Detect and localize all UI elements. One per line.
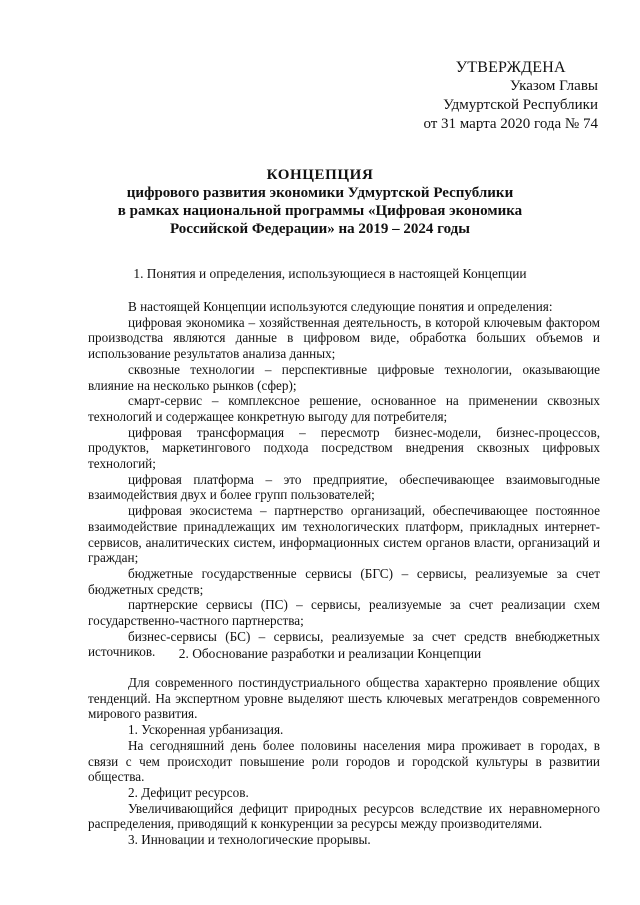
paragraph: партнерские сервисы (ПС) – сервисы, реализуемые за счет реализации схем государственно-частного партнерства; [88, 597, 600, 629]
paragraph: цифровая трансформация – пересмотр бизнес-модели, бизнес-процессов, продуктов, маркетингового подхода посредством внедрения сквозных цифровых технологий; [88, 424, 600, 472]
list-item: 2. Дефицит ресурсов. [128, 784, 249, 800]
paragraph: бизнес-сервисы (БС) – сервисы, реализуемые за счет средств внебюджетных источников. [88, 628, 600, 660]
approval-stamp [423, 58, 598, 134]
approval-line: Удмуртской Республики [443, 97, 598, 113]
title-line: Российской Федерации» на 2019 – 2024 годы [170, 221, 470, 237]
document-title [60, 166, 580, 238]
list-item: 1. Ускоренная урбанизация. [128, 722, 284, 738]
section-2-heading: 2. Обоснование разработки и реализации Концепции [178, 646, 482, 661]
approval-line: Указом Главы [509, 78, 598, 94]
paragraph: цифровая платформа – это предприятие, обеспечивающее взаимовыгодные взаимодействия двух и более групп пользователей; [88, 471, 600, 503]
section-1-heading: 1. Понятия и определения, использующиеся в настоящей Концепции [133, 266, 527, 281]
paragraph: смарт-сервис – комплексное решение, основанное на применении сквозных технологий и содержащее конкретную выгоду для потребителя; [88, 393, 600, 424]
paragraph: Для современного постиндустриального общества характерно проявление общих тенденций. На экспертном уровне выделяют шесть ключевых мегатрендов современного мирового развития. [88, 675, 600, 722]
paragraph: бюджетные государственные сервисы (БГС) – сервисы, реализуемые за счет бюджетных средств; [88, 565, 600, 597]
section-1-body [88, 299, 600, 660]
paragraph: Увеличивающийся дефицит природных ресурсов вследствие их неравномерного распределения, приводящий к конкуренции за ресурсы между производителями. [88, 800, 600, 832]
paragraph: цифровая экономика – хозяйственная деятельность, в которой ключевым фактором производства являются данные в цифровом виде, обработка больших объемов и использование результатов анализа данных; [88, 314, 600, 362]
paragraph: В настоящей Концепции используются следующие понятия и определения: [128, 299, 553, 314]
approval-date: от 31 марта 2020 года № 74 [423, 116, 598, 132]
paragraph: цифровая экосистема – партнерство организаций, обеспечивающее постоянное взаимодействие принадлежащих им технологических платформ, прикладных интернет-сервисов, аналитических систем, информационных систем органов власти, организаций и граждан; [88, 503, 600, 566]
paragraph: сквозные технологии – перспективные цифровые технологии, оказывающие влияние на несколько рынков (сфер); [88, 361, 600, 393]
title-line: цифрового развития экономики Удмуртской Республики [126, 185, 514, 201]
paragraph: На сегодняшний день более половины населения мира проживает в городах, в связи с чем происходит повышение роли городов и городской культуры в развитии общества. [88, 737, 600, 785]
section-2-body [88, 675, 600, 848]
list-item: 3. Инновации и технологические прорывы. [128, 832, 371, 848]
title-line: в рамках национальной программы «Цифровая экономика [117, 203, 523, 219]
title-main: КОНЦЕПЦИЯ [266, 167, 374, 183]
approval-title: УТВЕРЖДЕНА [455, 59, 566, 76]
